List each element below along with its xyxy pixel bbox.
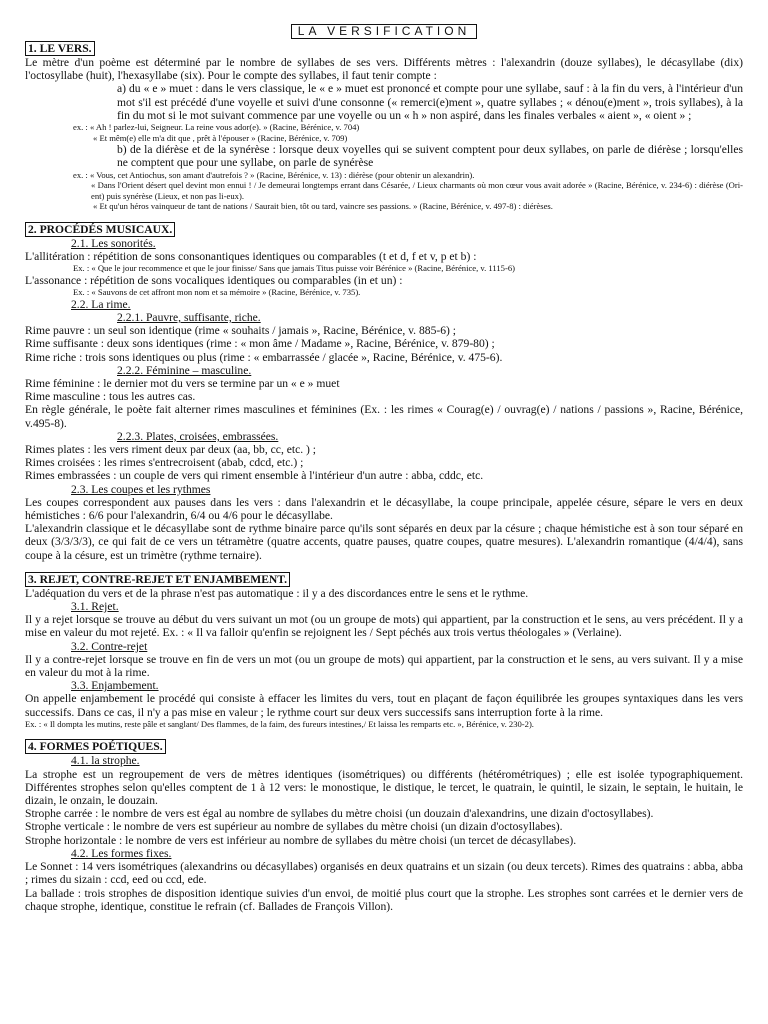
example-text: « Et qu'un héros vainqueur de tant de nations / Saurait bien, tôt ou tard, vaincre ses passions. » (Racine, Bérénice, v. 497-8) : diérèses.	[93, 201, 553, 212]
section-heading-formes: 4. FORMES POÉTIQUES.	[25, 739, 166, 754]
paragraph-strophe-horizontale: Strophe horizontale : le nombre de vers est inférieur au nombre de syllabes du mètre choisi (un tercet de décasyllabes).	[25, 833, 577, 847]
paragraph-rime-riche: Rime riche : trois sons identiques ou plus (rime : « embarrassée / glacée », Racine, Bérénice, v. 475-6).	[25, 350, 503, 364]
paragraph-coupes: Les coupes correspondent aux pauses dans les vers : dans l'alexandrin et le décasyllabe, la coupe principale, appelée césure, sépare le vers en deux hémistiches : 6/6 pour l'alexandrin, 6/4 ou 4/6 pour le décasyllabe.	[25, 495, 743, 523]
paragraph-rime-masculine: Rime masculine : tous les autres cas.	[25, 390, 196, 404]
paragraph-strophe: La strophe est un regroupement de vers de mètres identiques (isométriques) ou différents (hétérométriques) ; elle est isolée typographiquement. Différentes strophes selon qu'elles comptent de 1 à 12 vers: le monostique, le distique, le tercet, le quatrain, le quintil, le sizain, le septain, le huitain, le dizain, le onzain, le douzain.	[25, 767, 743, 808]
paragraph-strophe-verticale: Strophe verticale : le nombre de vers est supérieur au nombre de syllabes du mètre choisi (un dizain d'octosyllabes).	[25, 820, 563, 834]
subheading: 2.2.3. Plates, croisées, embrassées.	[117, 429, 279, 443]
example-text: « Dans l'Orient désert quel devint mon ennui ! / Je demeurai longtemps errant dans Césarée, / Lieux charmants où mon cœur vous avait adorée » (Racine, Bérénice, v. 234-6) : diérèse (Ori-ent) puis synérèse (Lieux, et non pas li-eux).	[91, 180, 743, 201]
paragraph-rime-feminine: Rime féminine : le dernier mot du vers se termine par un « e » muet	[25, 377, 340, 390]
paragraph-metre: Le mètre d'un poème est déterminé par le nombre de syllabes de ses vers. Différents mètres : l'alexandrin (douze syllabes), le décasyllabe (dix) l'octosyllabe (huit), l'hexasyllabe (six). Pour le compte des syllabes, il faut tenir compte :	[25, 56, 743, 83]
section-heading-procedes: 2. PROCÉDÉS MUSICAUX.	[25, 222, 175, 237]
example-text: ex. : « Ah ! parlez-lui, Seigneur. La reine vous ador(e). » (Racine, Bérénice, v. 704)	[73, 122, 360, 133]
paragraph-strophe-carree: Strophe carrée : le nombre de vers est égal au nombre de syllabes du mètre choisi (un douzain d'alexandrins, une dizain d'octosyllabes).	[25, 807, 654, 821]
subheading: 2.2.2. Féminine – masculine.	[117, 363, 252, 377]
paragraph-e-muet: a) du « e » muet : dans le vers classique, le « e » muet est prononcé et compte pour une syllabe, sauf : à la fin du vers, à l'intérieur d'un mot s'il est précédé d'une voyelle et suivi d'une consonne (« remerci(e)ment », quatre syllabes ; « dénou(e)ment », trois syllabes), à la fin du mot si le mot suivant commence par une voyelle ou un « h » non aspiré, dans les finales verbales « aient », « oient » ;	[117, 82, 743, 122]
paragraph-rimes-croisees: Rimes croisées : les rimes s'entrecroisent (abab, cdcd, etc.) ;	[25, 456, 304, 470]
paragraph-contre-rejet: Il y a contre-rejet lorsque se trouve en fin de vers un mot (ou un groupe de mots) qui appartient, par la construction et le sens, au vers suivant. Il y a mise en valeur du mot à la rime.	[25, 652, 743, 680]
paragraph-rimes-embrassees: Rimes embrassées : un couple de vers qui riment ensemble à l'intérieur d'un autre : abba, cddc, etc.	[25, 469, 484, 483]
subheading: 2.2.1. Pauvre, suffisante, riche.	[117, 310, 261, 324]
section-heading-rejet: 3. REJET, CONTRE-REJET ET ENJAMBEMENT.	[25, 572, 290, 587]
subheading: 4.1. la strophe.	[71, 754, 140, 768]
paragraph-enjambement: On appelle enjambement le procédé qui consiste à effacer les limites du vers, tout en plaçant de façon équilibrée les groupes syntaxiques dans les vers successifs. Dans ce cas, il n'y a pas mise en valeur ; le rythme court sur deux vers successifs sans interruption forte à la rime.	[25, 692, 743, 719]
subheading: 3.2. Contre-rejet	[71, 639, 148, 653]
paragraph-dierese: b) de la diérèse et de la synérèse : lorsque deux voyelles qui se suivent comptent pour deux syllabes, on parle de diérèse ; lorsqu'elles ne comptent que pour une syllabe, on parle de synérèse	[117, 143, 743, 170]
subheading: 3.1. Rejet.	[71, 600, 119, 614]
example-text: « Et mêm(e) elle m'a dit que , prêt à l'épouser » (Racine, Bérénice, v. 709)	[93, 132, 348, 143]
paragraph-adequation: L'adéquation du vers et de la phrase n'est pas automatique : il y a des discordances entre le sens et le rythme.	[25, 586, 529, 600]
subheading: 3.3. Enjambement.	[71, 679, 159, 693]
paragraph-ballade: La ballade : trois strophes de disposition identique suivies d'un envoi, de moitié plus court que la strophe. Les strophes sont carrées et le dernier vers de chaque strophe, identique, constitue le refrain (cf. Ballades de François Villon).	[25, 886, 743, 913]
paragraph-rime-suffisante: Rime suffisante : deux sons identiques (rime : « mon âme / Madame », Racine, Bérénice, v. 879-80) ;	[25, 337, 495, 351]
paragraph-allit: L'allitération : répétition de sons consonantiques identiques ou comparables (t et d, f et v, p et b) :	[25, 250, 477, 264]
example-text: Ex. : « Il dompta les mutins, reste pâle et sanglant/ Des flammes, de la faim, des fureurs intestines,/ Et laissa les remparts etc. », Bérénice, v. 230-2).	[25, 718, 534, 729]
subheading: 2.2. La rime.	[71, 297, 131, 311]
paragraph-asson: L'assonance : répétition de sons vocaliques identiques ou comparables (in et un) :	[25, 273, 403, 287]
example-text: Ex. : « Que le jour recommence et que le jour finisse/ Sans que jamais Titus puisse voir Bérénice » (Racine, Bérénice, v. 1115-6)	[73, 263, 515, 274]
paragraph-regle: En règle générale, le poète fait alterner rimes masculines et féminines (Ex. : les rimes « Courag(e) / ouvrag(e) / nations / passions », Racine, Bérénice, v.495-8).	[25, 403, 743, 430]
subheading: 2.1. Les sonorités.	[71, 236, 156, 250]
paragraph-rimes-plates: Rimes plates : les vers riment deux par deux (aa, bb, cc, etc. ) ;	[25, 443, 317, 457]
paragraph-rime-pauvre: Rime pauvre : un seul son identique (rime « souhaits / jamais », Racine, Bérénice, v. 885-6) ;	[25, 324, 457, 338]
page-title: LA VERSIFICATION	[291, 24, 477, 39]
document-page	[25, 24, 743, 913]
subheading: 2.3. Les coupes et les rythmes	[71, 482, 211, 496]
subheading: 4.2. Les formes fixes.	[71, 846, 172, 860]
example-text: ex. : « Vous, cet Antiochus, son amant d'autrefois ? » (Racine, Bérénice, v. 13) : diérèse (pour obtenir un alexandrin).	[73, 169, 475, 180]
paragraph-sonnet: Le Sonnet : 14 vers isométriques (alexandrins ou décasyllabes) organisés en deux quatrains et un sizain (ou deux tercets). Rimes des quatrains : abba, abba ; rimes du sizain : ccd, eed ou ccd, ede.	[25, 860, 743, 887]
paragraph-rejet: Il y a rejet lorsque se trouve au début du vers suivant un mot (ou un groupe de mots) qui appartient, par la construction et le sens, au vers précédent. Il y a mise en valeur du mot rejeté. Ex. : « Il va falloir qu'enfin se rejoignent les / Sept péchés aux trois vertus théologales » (Verlaine).	[25, 613, 743, 640]
paragraph-alexandrin: L'alexandrin classique et le décasyllabe sont de rythme binaire parce qu'ils sont séparés en deux par la césure ; chaque hémistiche est à son tour séparé en deux (3/3/3/3), ce qui fait de ce vers un tétramètre (quatre accents, quatre pauses, quatre coupes, quatre mesures). L'alexandrin romantique (4/4/4), sans coupe à la césure, est un trimètre (rythme ternaire).	[25, 522, 743, 562]
example-text: Ex. : « Sauvons de cet affront mon nom et sa mémoire » (Racine, Bérénice, v. 735).	[73, 287, 361, 298]
section-heading-vers: 1. LE VERS.	[25, 41, 95, 56]
